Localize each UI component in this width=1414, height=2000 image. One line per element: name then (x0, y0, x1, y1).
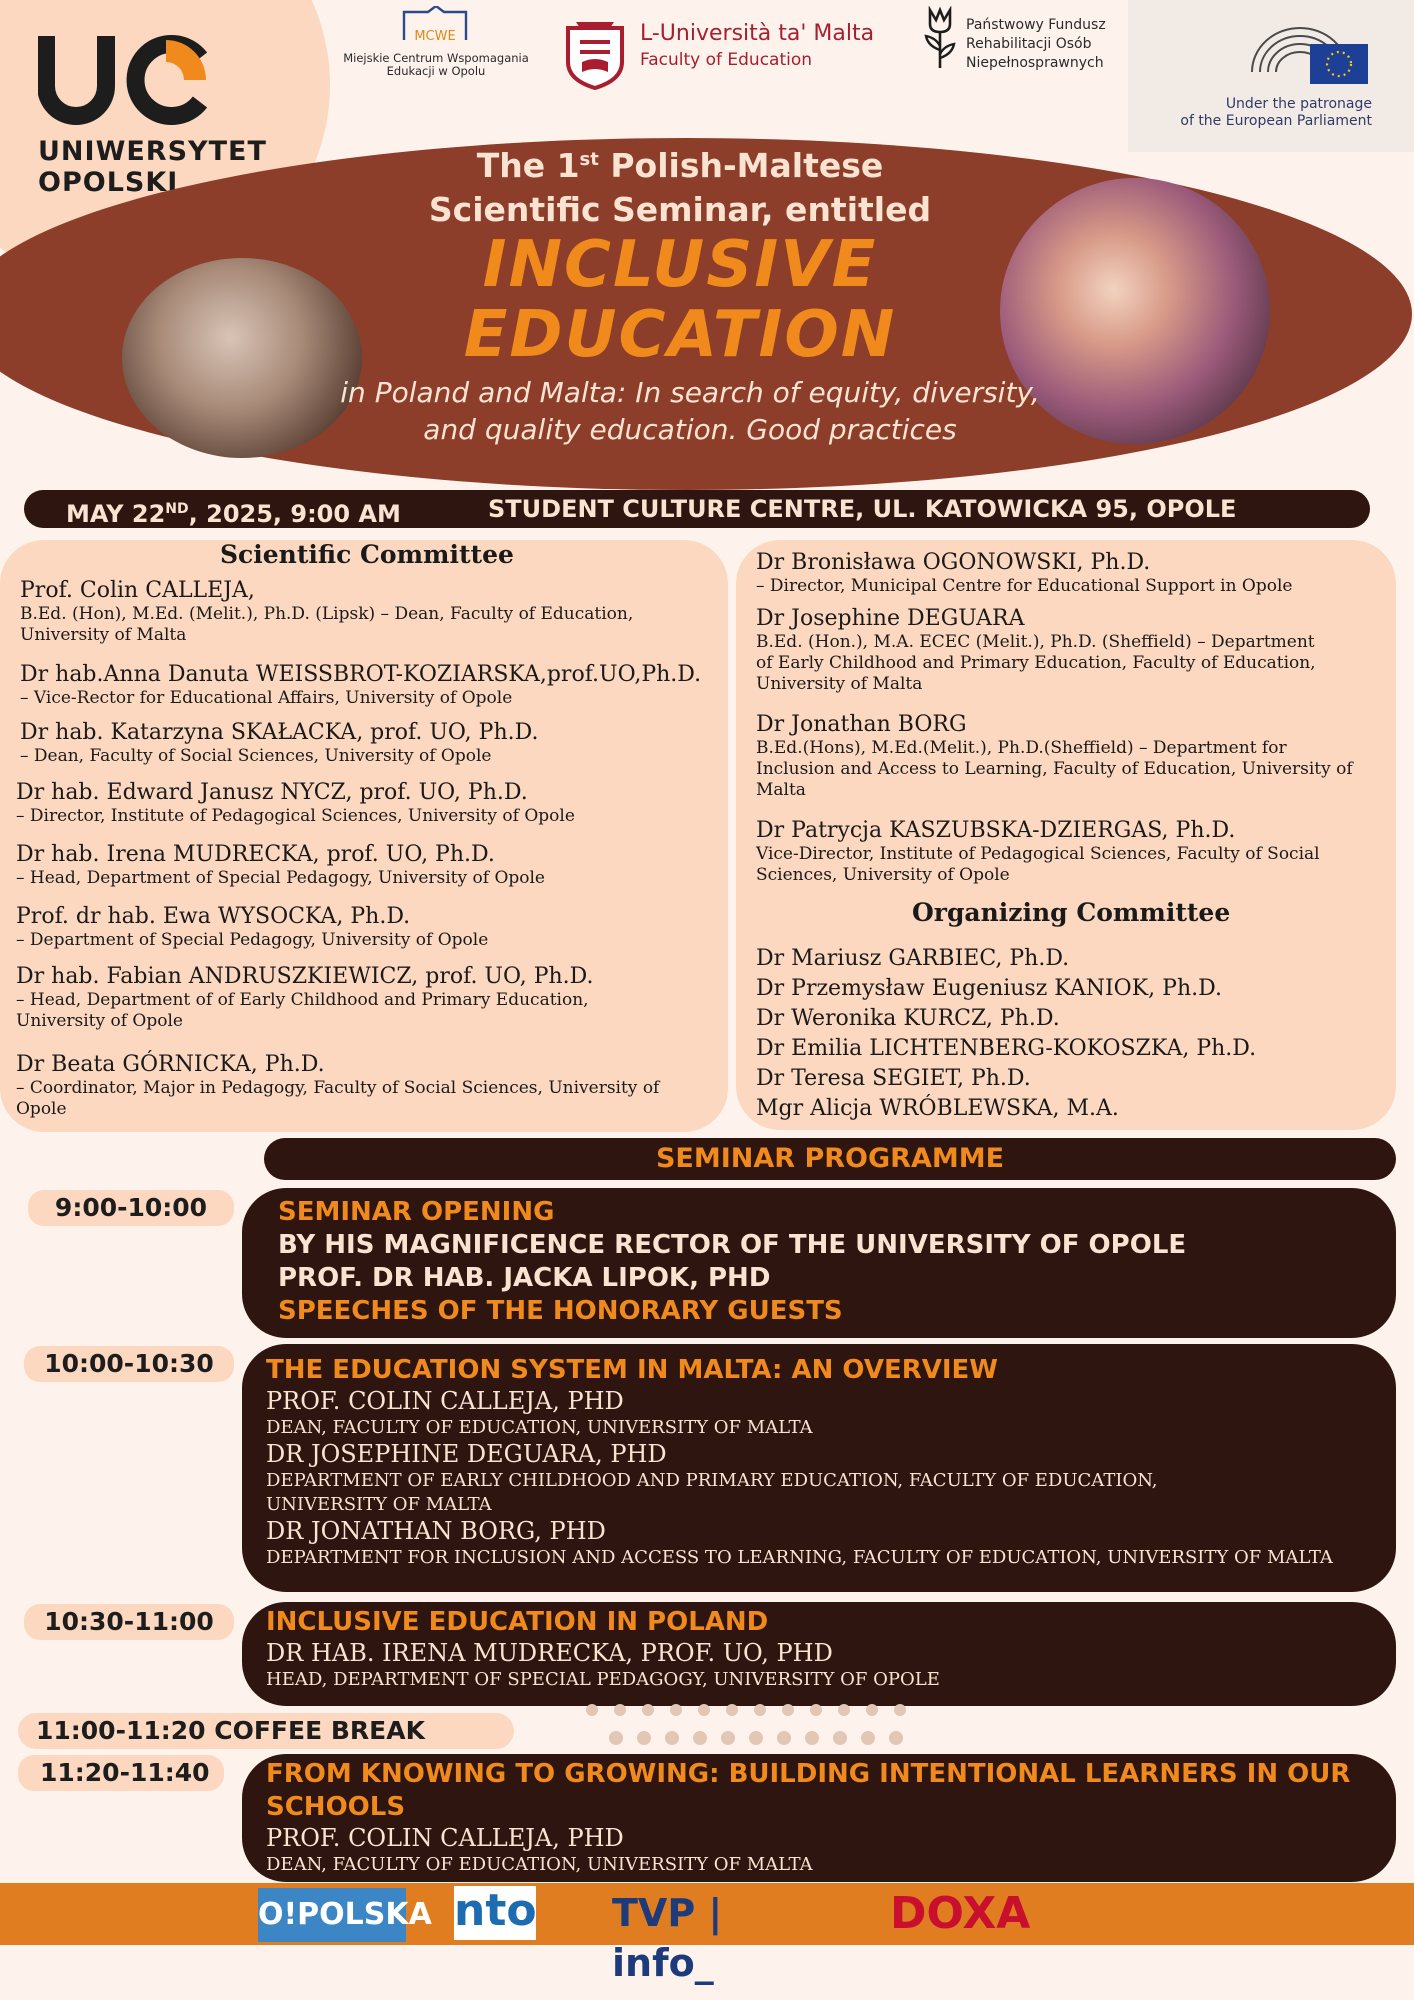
list-item: Dr Weronika KURCZ, Ph.D. (756, 1006, 1060, 1031)
malta-crest-icon (564, 20, 626, 90)
nto-logo: nto (454, 1886, 536, 1940)
committee-member: Dr Patrycja KASZUBSKA-DZIERGAS, Ph.D. Vice-Director, Institute of Pedagogical Sciences, Faculty of Social Sciences, University of Opole (756, 818, 1320, 885)
tvp-info-logo: TVP | info_ (612, 1891, 723, 1985)
european-parliament-logo-icon (1250, 22, 1372, 88)
list-item: Dr Przemysław Eugeniusz KANIOK, Ph.D. (756, 976, 1222, 1001)
session-malta-overview: THE EDUCATION SYSTEM IN MALTA: AN OVERVIEW PROF. COLIN CALLEJA, PHD DEAN, FACULTY OF EDUCATION, UNIVERSITY OF MALTA DR JOSEPHINE DEGUARA, PHD DEPARTMENT OF EARLY CHILDHOOD AND PRIMARY EDUCATION, FACULTY OF EDUCATION, UNIVERSITY OF MALTA DR JONATHAN BORG, PHD DEPARTMENT FOR INCLUSION AND ACCESS TO LEARNING, FACULTY OF EDUCATION, UNIVERSITY OF MALTA (242, 1344, 1396, 1592)
list-item: Mgr Alicja WRÓBLEWSKA, M.A. (756, 1096, 1119, 1121)
session-knowing-to-growing: FROM KNOWING TO GROWING: BUILDING INTENTIONAL LEARNERS IN OUR SCHOOLS PROF. COLIN CALLEJA, PHD DEAN, FACULTY OF EDUCATION, UNIVERSITY OF MALTA (242, 1754, 1396, 1882)
committee-member: Dr hab. Katarzyna SKAŁACKA, prof. UO, Ph.D. – Dean, Faculty of Social Sciences, University of Opole (20, 720, 539, 766)
event-info-bar (24, 490, 1370, 528)
committee-member: Prof. dr hab. Ewa WYSOCKA, Ph.D. – Department of Special Pedagogy, University of Opole (16, 904, 489, 950)
session-opening: SEMINAR OPENING BY HIS MAGNIFICENCE RECTOR OF THE UNIVERSITY OF OPOLE PROF. DR HAB. JACKA LIPOK, PHD SPEECHES OF THE HONORARY GUESTS (242, 1188, 1396, 1338)
list-item: Dr Mariusz GARBIEC, Ph.D. (756, 946, 1070, 971)
seminar-main-title: INCLUSIVE EDUCATION (463, 228, 897, 372)
radio-doxa-logo: DOXA (890, 1888, 1031, 1939)
mcwe-logo-icon (400, 6, 470, 46)
organizing-committee-title: Organizing Committee (912, 898, 1231, 927)
programme-title: SEMINAR PROGRAMME (264, 1138, 1396, 1180)
pfron-name: Państwowy Fundusz Rehabilitacji Osób Niepełnosprawnych (966, 17, 1106, 71)
committee-member: Dr Beata GÓRNICKA, Ph.D. – Coordinator, Major in Pedagogy, Faculty of Social Sciences, University of Opole (16, 1052, 660, 1119)
committee-member: Dr hab. Fabian ANDRUSZKIEWICZ, prof. UO, Ph.D. – Head, Department of of Early Childhood and Primary Education, University of Opole (16, 964, 594, 1031)
university-name: UNIWERSYTET OPOLSKI (38, 136, 267, 198)
committee-member: Dr hab. Irena MUDRECKA, prof. UO, Ph.D. – Head, Department of Special Pedagogy, University of Opole (16, 842, 545, 888)
committee-member: Dr Bronisława OGONOWSKI, Ph.D. – Director, Municipal Centre for Educational Support in Opole (756, 550, 1293, 596)
pfron-tulip-icon (922, 6, 958, 70)
malta-faculty-name: Faculty of Education (640, 50, 813, 70)
session-time: 10:30-11:00 (24, 1604, 234, 1640)
list-item: Dr Emilia LICHTENBERG-KOKOSZKA, Ph.D. (756, 1036, 1257, 1061)
session-time: 11:20-11:40 (18, 1755, 224, 1791)
scientific-committee-title: Scientific Committee (220, 540, 514, 569)
coffee-break: 11:00-11:20 COFFEE BREAK (18, 1713, 514, 1749)
session-time: 10:00-10:30 (24, 1346, 234, 1382)
session-poland: INCLUSIVE EDUCATION IN POLAND DR HAB. IRENA MUDRECKA, PROF. UO, PHD HEAD, DEPARTMENT OF SPECIAL PEDAGOGY, UNIVERSITY OF OPOLE (242, 1602, 1396, 1706)
eu-patronage-text: Under the patronage of the European Parliament (1180, 96, 1372, 129)
malta-university-name: L-Università ta' Malta (640, 21, 875, 46)
committee-member: Dr hab.Anna Danuta WEISSBROT-KOZIARSKA,prof.UO,Ph.D. – Vice-Rector for Educational Affairs, University of Opole (20, 662, 702, 708)
event-date: MAY 22ND, 2025, 9:00 AM (66, 500, 401, 528)
committee-member: Dr Jonathan BORG B.Ed.(Hons), M.Ed.(Melit.), Ph.D.(Sheffield) – Department for Inclusion and Access to Learning, Faculty of Education, University of Malta (756, 712, 1353, 800)
decorative-dots (580, 1700, 940, 1748)
mcwe-logo-text: MCWE (414, 29, 456, 44)
session-time: 9:00-10:00 (28, 1190, 234, 1226)
mcwe-name: Miejskie Centrum Wspomagania Edukacji w Opolu (343, 51, 529, 78)
committee-member: Prof. Colin CALLEJA, B.Ed. (Hon), M.Ed. (Melit.), Ph.D. (Lipsk) – Dean, Faculty of Education, University of Malta (20, 578, 634, 645)
list-item: Dr Teresa SEGIET, Ph.D. (756, 1066, 1031, 1091)
seminar-title-intro: The 1st Polish-Maltese Scientific Seminar, entitled (428, 146, 932, 229)
organizing-committee-list (756, 944, 1256, 1124)
opolska-logo: O!POLSKA (258, 1888, 406, 1942)
committee-member: Dr hab. Edward Janusz NYCZ, prof. UO, Ph.D. – Director, Institute of Pedagogical Sciences, University of Opole (16, 780, 575, 826)
seminar-subtitle: in Poland and Malta: In search of equity, diversity, and quality education. Good practices (340, 376, 1040, 446)
uo-logo-icon (38, 28, 218, 128)
committee-member: Dr Josephine DEGUARA B.Ed. (Hon.), M.A. ECEC (Melit.), Ph.D. (Sheffield) – Department of Early Childhood and Primary Education, Faculty of Education, University of Malta (756, 606, 1316, 694)
event-venue: STUDENT CULTURE CENTRE, UL. KATOWICKA 95, OPOLE (488, 495, 1237, 523)
